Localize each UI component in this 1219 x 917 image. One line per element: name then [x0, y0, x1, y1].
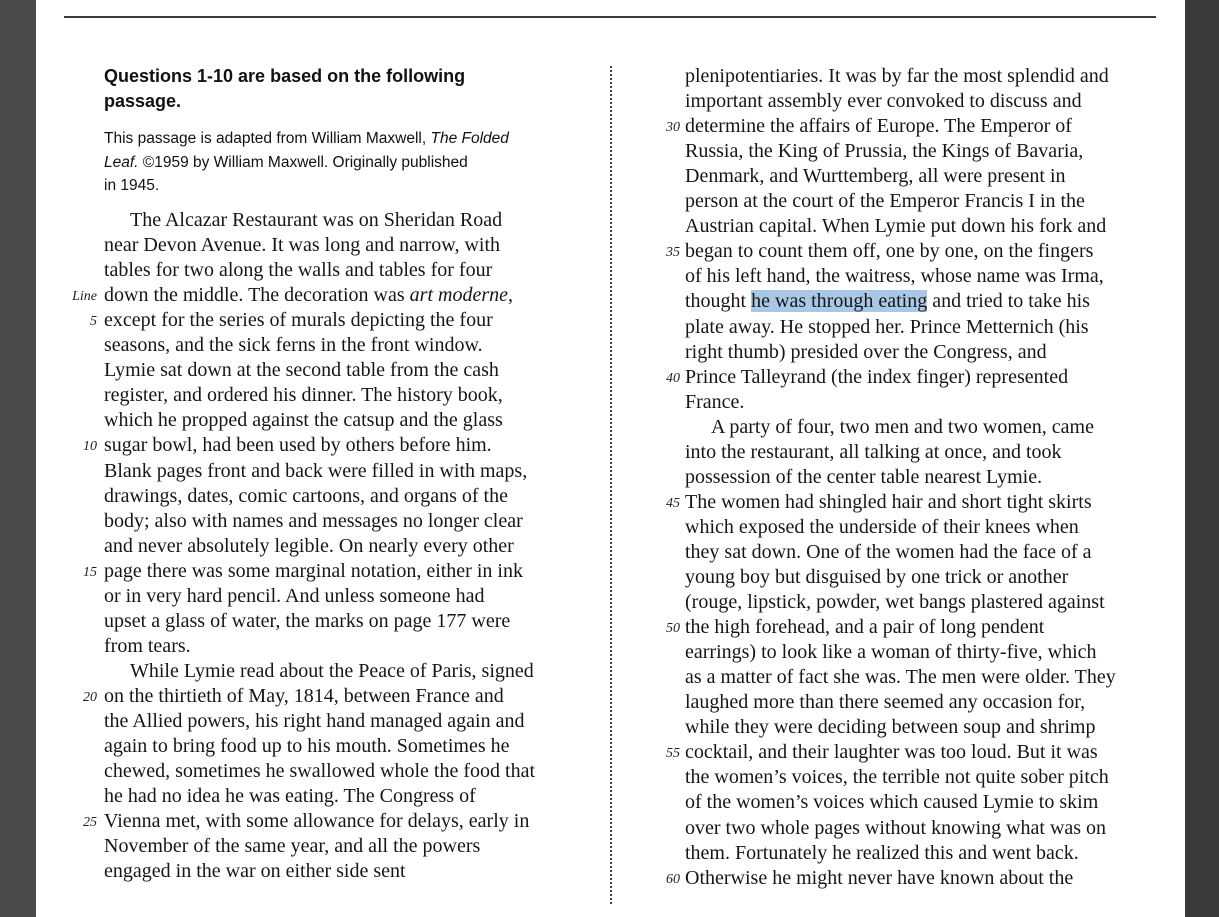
passage-line — [104, 383, 503, 408]
passage-line — [104, 559, 523, 584]
line-number: 50 — [666, 621, 680, 637]
line-text: right thumb) presided over the Congress, and — [685, 340, 1047, 363]
intro-line-1 — [104, 127, 564, 151]
line-text: again to bring food up to his mouth. Sometimes he — [104, 735, 510, 758]
line-text: while they were deciding between soup and shrimp — [685, 716, 1096, 739]
line-number: 55 — [666, 746, 680, 762]
line-text: determine the affairs of Europe. The Emperor of — [685, 115, 1072, 138]
line-text: tables for two along the walls and tables for four — [104, 259, 493, 282]
line-text: While Lymie read about the Peace of Paris, signed — [130, 659, 534, 682]
passage-line — [104, 684, 504, 709]
passage-line — [685, 740, 1098, 765]
passage-line — [685, 315, 1089, 340]
line-text: register, and ordered his dinner. The history book, — [104, 384, 503, 407]
intro-text: This passage is adapted from William Maxwell, — [104, 130, 431, 147]
passage-intro — [104, 127, 564, 198]
passage-line — [685, 816, 1106, 841]
passage-line — [685, 490, 1092, 515]
line-number: 15 — [83, 564, 97, 580]
line-text: thought — [685, 290, 752, 313]
line-number: 10 — [83, 439, 97, 455]
passage-line — [104, 709, 524, 734]
line-text: which exposed the underside of their knees when — [685, 515, 1079, 538]
line-text: Austrian capital. When Lymie put down his fork and — [685, 215, 1107, 238]
passage-line — [104, 358, 499, 383]
passage-line — [104, 509, 523, 534]
line-text: Prince Talleyrand (the index finger) represented — [685, 365, 1069, 388]
line-text: France. — [685, 390, 745, 413]
line-text: the women’s voices, the terrible not quite sober pitch — [685, 766, 1109, 789]
intro-title-end: Leaf. — [104, 153, 139, 171]
line-number: 40 — [666, 370, 680, 386]
line-text: upset a glass of water, the marks on page 177 were — [104, 609, 511, 632]
intro-line-2 — [104, 151, 564, 175]
passage-line — [685, 515, 1079, 540]
line-text: from tears. — [104, 634, 191, 657]
passage-line — [685, 440, 1062, 465]
line-number: 45 — [666, 495, 680, 511]
passage-line — [685, 340, 1047, 365]
line-text: possession of the center table nearest Lymie. — [685, 465, 1043, 488]
passage-line — [685, 640, 1097, 665]
line-text: Russia, the King of Prussia, the Kings of Bavaria, — [685, 140, 1084, 163]
line-text: of the women’s voices which caused Lymie to skim — [685, 791, 1099, 814]
intro-text-2: ©1959 by William Maxwell. Originally published — [138, 153, 468, 171]
passage-line — [685, 164, 1066, 189]
passage-line — [104, 333, 483, 358]
line-text: and never absolutely legible. On nearly every other — [104, 534, 514, 557]
passage-line — [685, 239, 1093, 264]
line-number: 60 — [666, 871, 680, 887]
document-page — [36, 0, 1185, 917]
italic-title: art moderne — [409, 284, 508, 307]
line-text: Lymie sat down at the second table from the cash — [104, 359, 499, 382]
passage-line — [685, 365, 1068, 390]
line-text: laughed more than there seemed any occasion for, — [685, 691, 1086, 714]
line-text: them. Fortunately he realized this and went back. — [685, 841, 1079, 864]
line-text: Denmark, and Wurttemberg, all were present in — [685, 165, 1066, 188]
line-text: (rouge, lipstick, powder, wet bangs plastered against — [685, 591, 1105, 614]
passage-line — [104, 734, 510, 759]
passage-line — [685, 390, 744, 415]
line-text: November of the same year, and all the powers — [104, 835, 481, 858]
line-text: over two whole pages without knowing what was on — [685, 816, 1107, 839]
passage-line — [685, 189, 1085, 214]
passage-line — [685, 841, 1079, 866]
passage-line — [104, 859, 406, 884]
passage-line — [685, 590, 1105, 615]
line-text-after: , — [508, 284, 513, 307]
passage-line — [104, 834, 480, 859]
passage-line — [104, 484, 508, 509]
passage-line — [685, 465, 1042, 490]
line-text: on the thirtieth of May, 1814, between France and — [104, 684, 504, 707]
passage-line — [104, 308, 493, 333]
top-rule — [64, 16, 1156, 18]
line-text: as a matter of fact she was. The men were older. They — [685, 666, 1116, 689]
line-text: page there was some marginal notation, either in ink — [104, 559, 523, 582]
passage-line — [104, 759, 535, 784]
line-text: body; also with names and messages no longer clear — [104, 509, 523, 532]
line-text: drawings, dates, comic cartoons, and organs of the — [104, 484, 508, 507]
line-number: 20 — [83, 689, 97, 705]
line-text: engaged in the war on either side sent — [104, 860, 406, 883]
passage-line — [104, 809, 529, 834]
passage-line — [104, 584, 484, 609]
line-text: sugar bowl, had been used by others before him. — [104, 434, 492, 457]
passage-line — [685, 264, 1104, 289]
passage-line — [104, 408, 503, 433]
line-number: 35 — [666, 245, 680, 261]
line-text: the Allied powers, his right hand managed again and — [104, 710, 525, 732]
line-text: earrings) to look like a woman of thirty-five, which — [685, 641, 1097, 664]
line-text: cocktail, and their laughter was too loud. But it was — [685, 741, 1098, 764]
line-text: down the middle. The decoration was — [104, 284, 410, 307]
passage-line — [104, 233, 500, 258]
line-text: he had no idea he was eating. The Congress of — [104, 785, 476, 808]
passage-line — [685, 289, 1090, 314]
passage-line — [685, 790, 1098, 815]
line-text: the high forehead, and a pair of long pendent — [685, 616, 1045, 639]
line-text: they sat down. One of the women had the face of a — [685, 540, 1092, 563]
passage-line — [130, 659, 534, 684]
line-text-after: and tried to take his — [927, 290, 1090, 313]
passage-line — [685, 690, 1085, 715]
line-text: into the restaurant, all talking at once, and took — [685, 440, 1062, 463]
passage-line — [104, 784, 476, 809]
line-text: which he propped against the catsup and the glass — [104, 409, 503, 432]
passage-line — [104, 283, 513, 308]
line-text: person at the court of the Emperor Francis I in the — [685, 190, 1085, 213]
line-text: of his left hand, the waitress, whose name was Irma, — [685, 265, 1104, 288]
passage-line — [685, 765, 1109, 790]
passage-line — [104, 433, 492, 458]
column-divider — [610, 66, 612, 904]
line-text: young boy but disguised by one trick or another — [685, 566, 1069, 588]
line-text: A party of four, two men and two women, came — [711, 415, 1094, 438]
passage-line — [685, 64, 1109, 89]
passage-line — [685, 866, 1073, 891]
viewer-edge — [1185, 0, 1219, 917]
passage-line — [685, 665, 1116, 690]
passage-line — [685, 214, 1106, 239]
passage-line — [711, 415, 1094, 440]
line-text: chewed, sometimes he swallowed whole the food that — [104, 760, 535, 783]
passage-line — [104, 534, 514, 559]
line-text: important assembly ever convoked to discuss and — [685, 90, 1082, 113]
line-text: plate away. He stopped her. Prince Metternich (his — [685, 315, 1089, 338]
line-text: Blank pages front and back were filled in with maps, — [104, 459, 528, 482]
passage-line — [685, 114, 1072, 139]
intro-title: The Folded — [430, 130, 509, 147]
passage-line — [685, 615, 1044, 640]
line-text: The Alcazar Restaurant was on Sheridan Road — [130, 209, 503, 231]
line-number: 5 — [90, 314, 97, 330]
line-text: or in very hard pencil. And unless someone had — [104, 584, 485, 607]
passage-line — [104, 634, 191, 659]
intro-line-3: in 1945. — [104, 177, 160, 194]
passage-line — [104, 609, 510, 634]
line-text: plenipotentiaries. It was by far the most splendid and — [685, 65, 1109, 87]
passage-line — [685, 139, 1083, 164]
line-number: Line — [72, 289, 97, 305]
passage-line — [685, 540, 1092, 565]
passage-line — [685, 565, 1068, 590]
line-text: near Devon Avenue. It was long and narrow, with — [104, 234, 500, 257]
highlighted-text[interactable]: he was through eating — [751, 290, 928, 313]
line-text: Otherwise he might never have known about the — [685, 866, 1074, 889]
passage-line — [685, 89, 1082, 114]
questions-heading: Questions 1-10 are based on the following passage. — [104, 66, 466, 111]
passage-line — [685, 715, 1095, 740]
passage-line — [130, 208, 502, 233]
line-text: began to count them off, one by one, on the fingers — [685, 240, 1094, 263]
line-text: Vienna met, with some allowance for delays, early in — [104, 810, 530, 833]
line-number: 30 — [666, 120, 680, 136]
line-text: The women had shingled hair and short tight skirts — [685, 490, 1092, 513]
line-number: 25 — [83, 815, 97, 831]
passage-line — [104, 459, 527, 484]
line-text: seasons, and the sick ferns in the front window. — [104, 334, 483, 357]
passage-line — [104, 258, 492, 283]
line-text: except for the series of murals depicting the four — [104, 309, 493, 332]
